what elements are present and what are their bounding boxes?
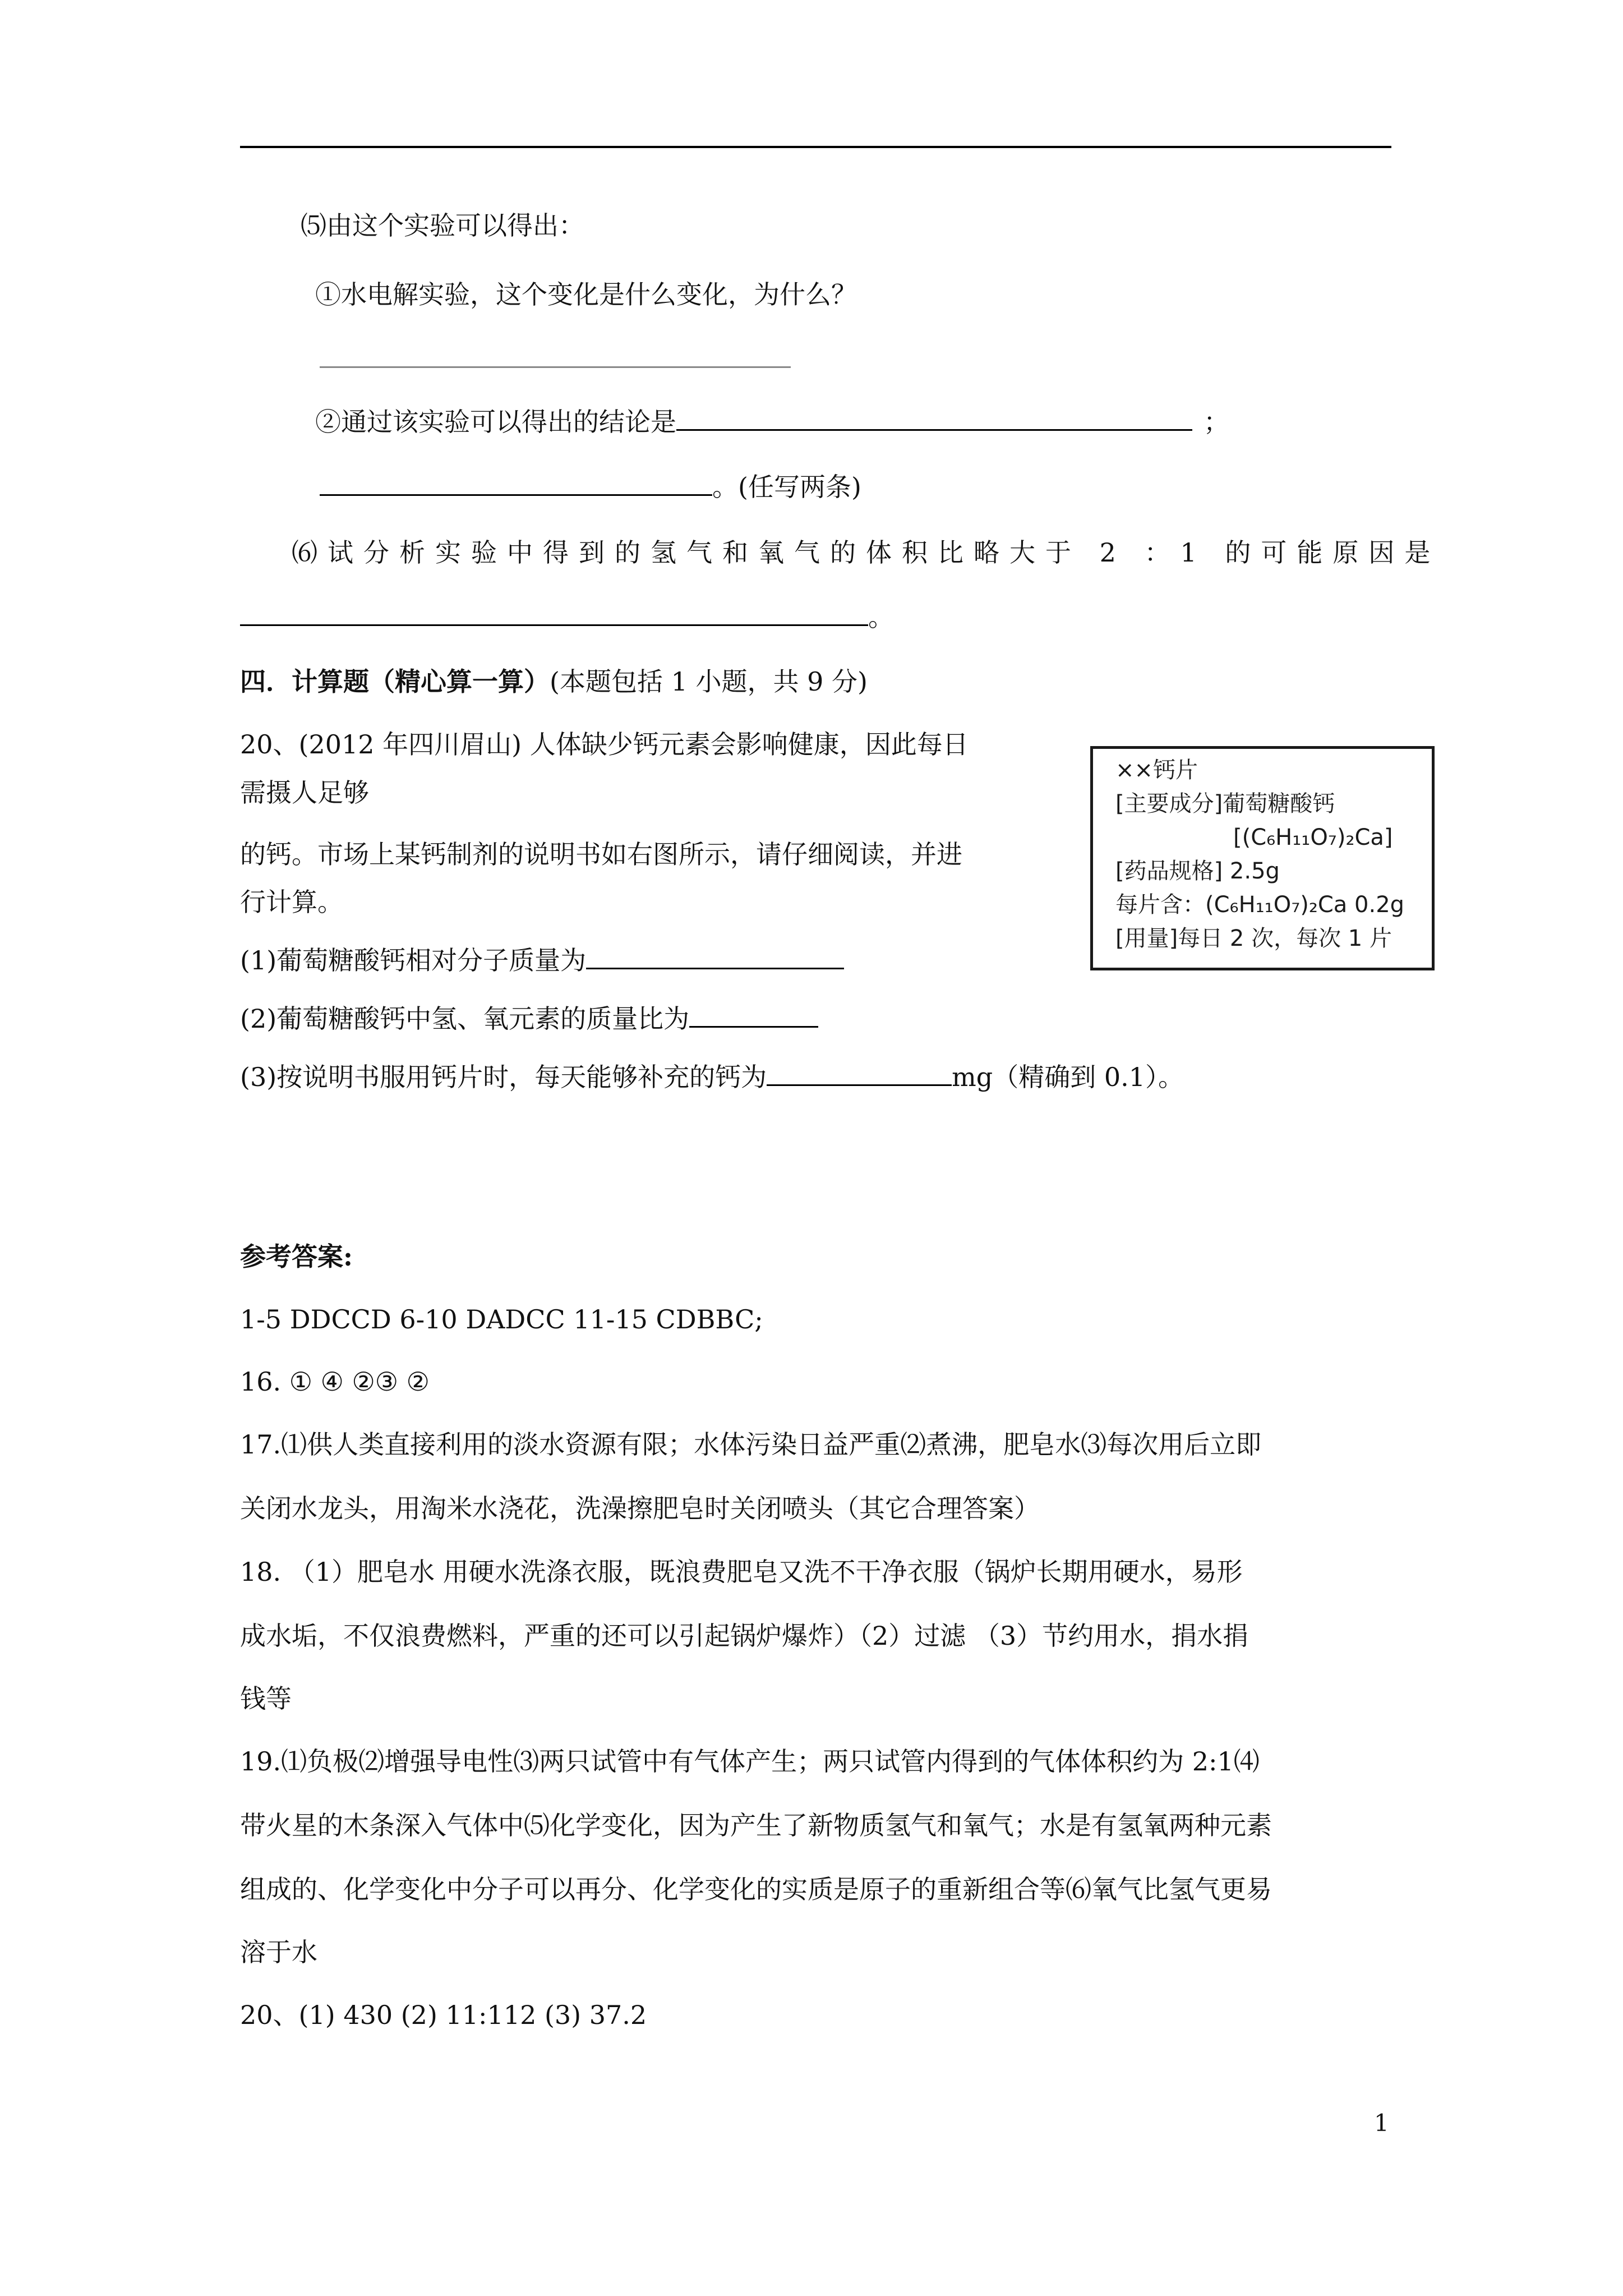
q19-p5-intro: ⑸由这个实验可以得出： (301, 210, 584, 241)
answer-18-line1: 18. （1）肥皂水 用硬水洗涤衣服，既浪费肥皂又洗不干净衣服（锅炉长期用硬水，易形 (240, 1557, 1243, 1587)
q20-line4: 行计算。 (240, 887, 343, 917)
answer-18-line2: 成水垢，不仅浪费燃料，严重的还可以引起锅炉爆炸）（2）过滤 （3）节约用水，捐水捐 (240, 1621, 1249, 1651)
label-line-4: [药品规格] 2.5g (1115, 858, 1280, 884)
q20-line3: 的钙。市场上某钙制剂的说明书如右图所示，请仔细阅读，并进 (240, 839, 962, 869)
q19-p6: ⑹试分析实验中得到的氢气和氧气的体积比略大于 2 ：1 的可能原因是 (292, 537, 1441, 568)
q19-p5-q2-prefix: ②通过该实验可以得出的结论是 (315, 407, 676, 437)
q20-sub2 (240, 1002, 818, 1036)
q20-sub1 (240, 944, 844, 977)
answers-title: 参考答案: (240, 1241, 353, 1272)
answer-blank (767, 1062, 952, 1086)
answer-17-line2: 关闭水龙头，用淘米水浇花，洗澡擦肥皂时关闭喷头（其它合理答案） (240, 1493, 1040, 1524)
q19-p6-end: 。 (868, 602, 894, 632)
answer-18-line3: 钱等 (240, 1683, 292, 1714)
answer-blank (320, 472, 712, 496)
q20-line1: 20、(2012 年四川眉山) 人体缺少钙元素会影响健康，因此每日 (240, 729, 969, 760)
section4-heading (240, 665, 868, 698)
section4-title: 四．计算题（精心算一算） (240, 666, 550, 697)
answer-19-line1: 19.⑴负极⑵增强导电性⑶两只试管中有气体产生；两只试管内得到的气体体积约为 2:1⑷ (240, 1746, 1260, 1777)
q20-sub2-text: (2)葡萄糖酸钙中氢、氧元素的质量比为 (240, 1004, 690, 1034)
q19-p5-q2 (315, 405, 1229, 439)
q19-p5-q1: ①水电解实验，这个变化是什么变化，为什么？ (315, 279, 857, 310)
answer-20: 20、(1) 430 (2) 11:112 (3) 37.2 (240, 2000, 647, 2030)
label-line-3: [(C₆H₁₁O₇)₂Ca] (1233, 825, 1393, 850)
q20-line2: 需摄人足够 (240, 777, 369, 808)
q19-p5-q2-line2 (320, 470, 861, 504)
q20-sub3-prefix: (3)按说明书服用钙片时，每天能够补充的钙为 (240, 1062, 767, 1092)
q19-p6-answer (240, 600, 894, 634)
answer-blank (676, 407, 1192, 431)
page-number: 1 (1374, 2109, 1389, 2137)
label-line-1: ××钙片 (1115, 757, 1198, 783)
q20-sub1-text: (1)葡萄糖酸钙相对分子质量为 (240, 945, 587, 976)
label-line-6: [用量]每日 2 次，每次 1 片 (1115, 926, 1392, 951)
answer-19-line2: 带火星的木条深入气体中⑸化学变化，因为产生了新物质氢气和氧气；水是有氢氧两种元素 (240, 1810, 1272, 1841)
answer-blank (240, 602, 868, 626)
q19-p5-q2-line2-suffix: 。(任写两条) (712, 472, 861, 502)
answer-blank (689, 1004, 818, 1028)
label-line-5: 每片含：(C₆H₁₁O₇)₂Ca 0.2g (1115, 892, 1405, 918)
q20-sub3-suffix: mg（精确到 0.1）。 (952, 1062, 1184, 1092)
answer-17-line1: 17.⑴供人类直接利用的淡水资源有限；水体污染日益严重⑵煮沸，肥皂水⑶每次用后立即 (240, 1429, 1262, 1460)
answer-19-line4: 溶于水 (240, 1937, 317, 1967)
answer-1-15: 1-5 DDCCD 6-10 DADCC 11-15 CDBBC; (240, 1304, 763, 1335)
section4-note: (本题包括 1 小题，共 9 分) (550, 666, 868, 697)
q19-p5-q2-suffix: ； (1204, 407, 1229, 437)
calcium-tablet-label (1090, 746, 1435, 970)
q19-p5-q1-answer-blank (320, 342, 791, 376)
header-rule (240, 146, 1391, 148)
label-line-2: [主要成分]葡萄糖酸钙 (1115, 791, 1335, 817)
answer-19-line3: 组成的、化学变化中分子可以再分、化学变化的实质是原子的重新组合等⑹氧气比氢气更易 (240, 1874, 1272, 1904)
answer-blank (586, 945, 844, 969)
q20-sub3 (240, 1060, 1184, 1094)
answer-16: 16. ① ④ ②③ ② (240, 1366, 430, 1397)
